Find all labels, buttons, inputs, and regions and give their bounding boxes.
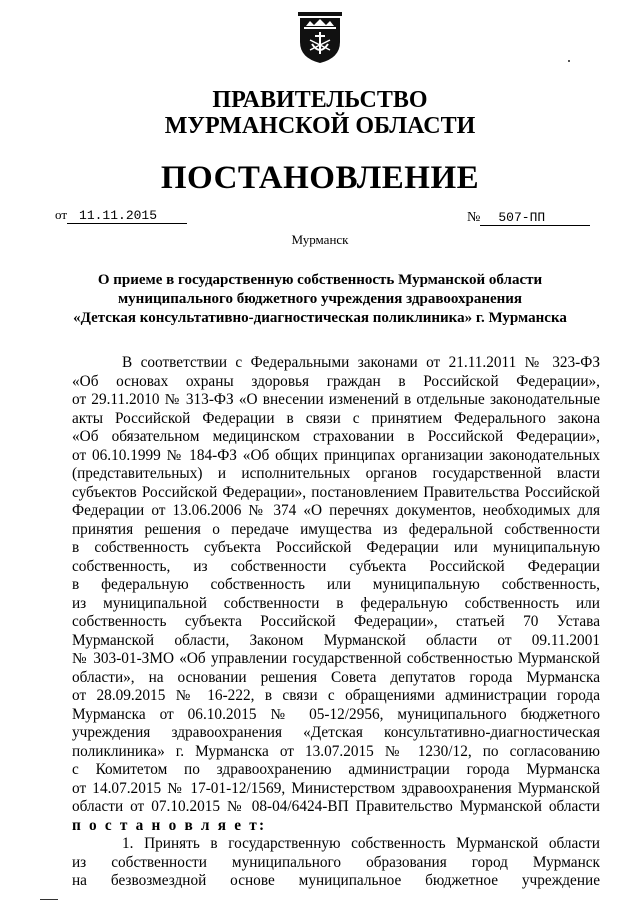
number-field — [467, 210, 590, 226]
body-line: с Комитетом по здравоохранению администрации города Мурманска — [72, 761, 600, 778]
subject-line1: О приеме в государственную собственность Мурманской области — [97, 272, 543, 288]
body-line: (представительных) и исполнительных органов государственной власти — [72, 465, 600, 482]
body-line: поликлиника» г. Мурманска от 13.07.2015 № 1230/12, по согласованию — [72, 742, 600, 760]
date-value: 11.11.2015 — [67, 209, 187, 224]
body-line: в собственность субъекта Российской Федерации или муниципальную — [72, 539, 600, 556]
body-line: Мурманска от 06.10.2015 № 05-12/2956, муниципального бюджетного — [72, 705, 600, 723]
document-body — [72, 354, 600, 891]
body-line: принятия решения о передаче имущества из федеральной собственности — [72, 520, 600, 538]
body-line: в федеральную собственность или муниципальную собственность, — [72, 576, 600, 593]
body-line: от 14.07.2015 № 17-01-12/1569, Министерством здравоохранения Мурманской — [72, 779, 600, 797]
coat-of-arms-icon — [298, 12, 342, 64]
document-subject — [60, 271, 580, 328]
body-line: от 29.11.2010 № 313-ФЗ «О внесении изменений в отдельные законодательные — [72, 391, 600, 408]
government-title-line1: ПРАВИТЕЛЬСТВО — [212, 87, 428, 113]
date-prefix: от — [55, 207, 68, 222]
body-line: от 28.09.2015 № 16-222, в связи с обращениями администрации города — [72, 687, 600, 704]
item1-line: на безвозмездной основе муниципальное бюджетное учреждение — [72, 872, 600, 889]
government-title-line2: МУРМАНСКОЙ ОБЛАСТИ — [164, 113, 476, 139]
decree-word: п о с т а н о в л я е т: — [72, 816, 267, 834]
number-value: 507-ПП — [480, 211, 590, 226]
body-line: от 06.10.1999 № 184-ФЗ «Об общих принципах организации законодательных — [72, 446, 600, 464]
body-line: Мурманской области, Законом Мурманской области от 09.11.2001 — [72, 631, 600, 649]
footer-line — [40, 899, 58, 900]
body-line: В соответствии с Федеральными законами от 21.11.2011 № 323-ФЗ — [122, 354, 600, 371]
body-line: из муниципальной собственности в федеральную собственность или — [72, 594, 600, 612]
body-line: «Об основах охраны здоровья граждан в Российской Федерации», — [72, 372, 600, 390]
body-line: субъектов Российской Федерации», постановлением Правительства Российской — [72, 483, 600, 501]
body-line: собственность субъекта Российской Федерации», статьей 70 Устава — [72, 613, 600, 630]
subject-line3: «Детская консультативно-диагностическая поликлиника» г. Мурманска — [73, 310, 567, 326]
body-line: учреждения здравоохранения «Детская консультативно-диагностическая — [72, 724, 600, 741]
number-prefix: № — [467, 210, 481, 225]
government-title — [0, 87, 640, 139]
body-line: «Об обязательном медицинском страховании в Российской Федерации», — [72, 428, 600, 445]
body-line: № 303-01-ЗМО «Об управлении государственной собственностью Мурманской — [72, 650, 600, 667]
subject-line2: муниципального бюджетного учреждения здравоохранения — [117, 291, 523, 307]
scan-dot — [568, 60, 570, 62]
date-field — [55, 207, 187, 224]
city-name: Мурманск — [291, 232, 349, 247]
body-line: области от 07.10.2015 № 08-04/6424-ВП Правительство Мурманской области — [72, 798, 600, 815]
body-line: Федерации от 13.06.2006 № 374 «О перечнях документов, необходимых для — [72, 502, 600, 519]
body-line: акты Российской Федерации в связи с принятием Федерального закона — [72, 409, 600, 427]
body-line: собственность, из собственности субъекта Российской Федерации — [72, 557, 600, 575]
item1-line: из собственности муниципального образования город Мурманск — [72, 853, 600, 871]
document-type: ПОСТАНОВЛЕНИЕ — [160, 160, 480, 196]
body-line: области», на основании решения Совета депутатов города Мурманска — [72, 668, 600, 686]
item1-line: 1. Принять в государственную собственность Мурманской области — [122, 835, 600, 852]
